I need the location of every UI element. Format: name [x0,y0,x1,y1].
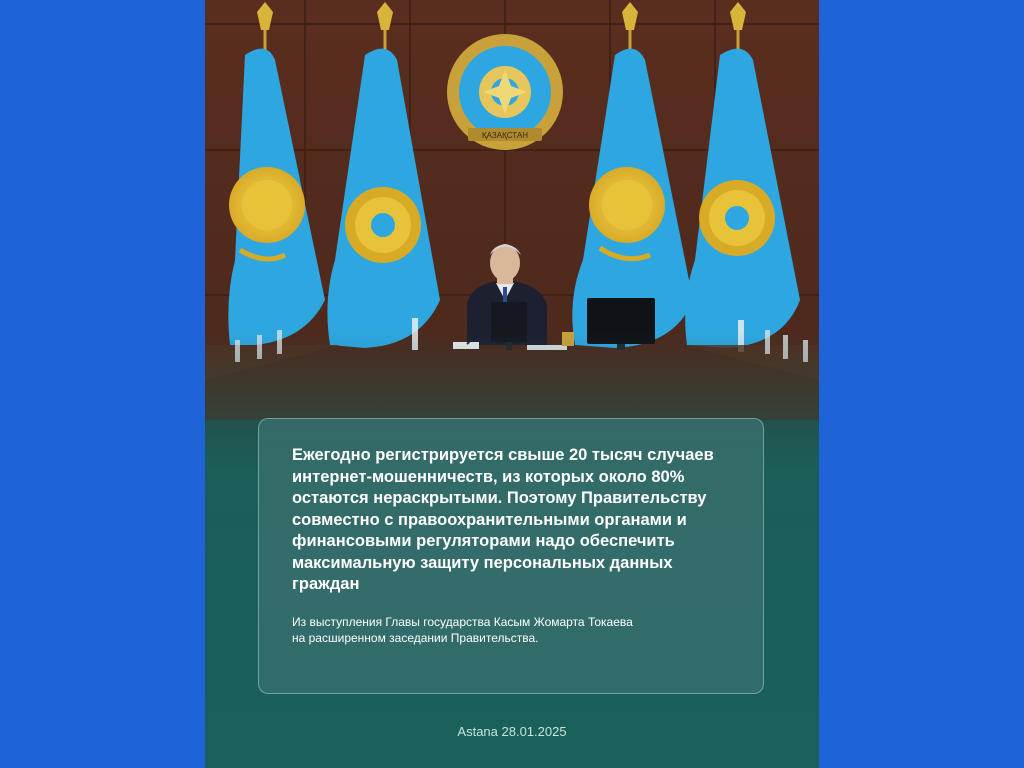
quote-box [258,418,764,694]
quote-source-line-1: Из выступления Главы государства Касым Жомарта Токаева [292,614,633,629]
quote-source [292,614,731,646]
news-card [205,0,819,768]
place-date: Astana 28.01.2025 [457,724,567,739]
state-emblem [447,34,563,150]
quote-source-line-2: на расширенном заседании Правительства. [292,630,539,645]
emblem-text: ҚАЗАҚСТАН [482,131,528,140]
quote-text: Ежегодно регистрируется свыше 20 тысяч случаев интернет-мошенничеств, из которых около 80% остаются нераскрытыми. Поэтому Правительству совместно с правоохранительными органами и финансовыми регуляторами надо обеспечить максимальную защиту персональных данных граждан [292,446,714,593]
